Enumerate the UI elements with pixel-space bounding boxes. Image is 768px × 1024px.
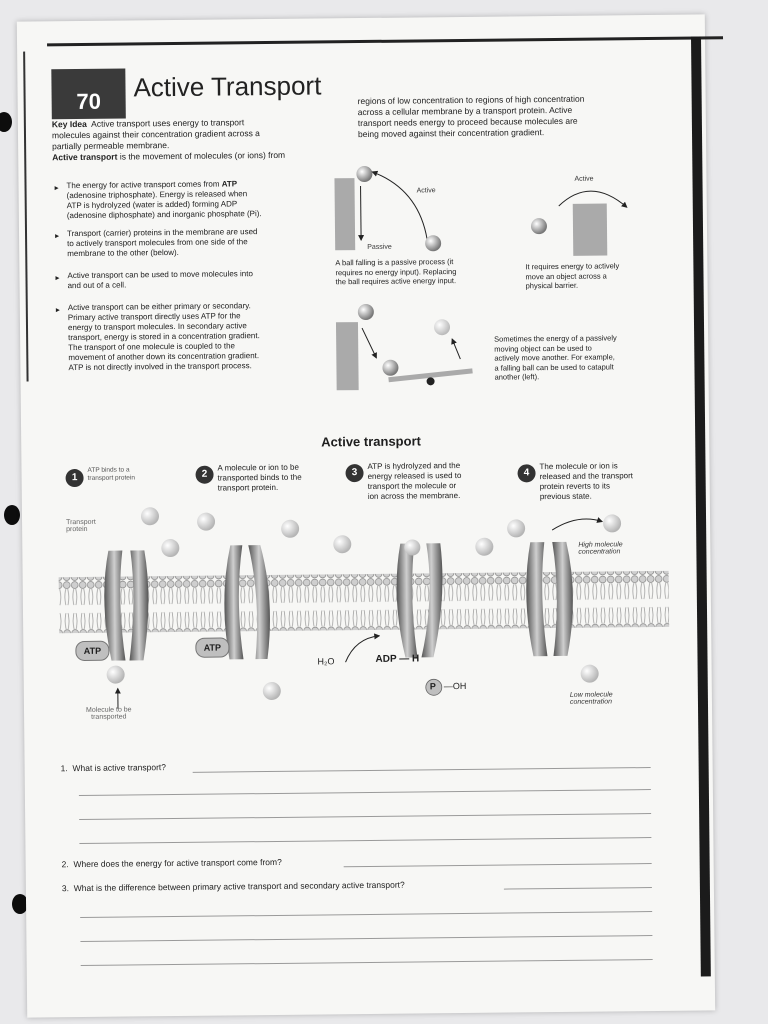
answer-line-2a[interactable] <box>344 863 652 867</box>
bullet-4-line-6: movement of another down its concentration gradient. <box>68 351 260 363</box>
question-3-number: 3. <box>61 883 70 894</box>
molecule-5 <box>333 535 351 553</box>
worksheet-page <box>17 14 715 1017</box>
label-high-line-1: High molecule <box>578 541 623 549</box>
question-2-number: 2. <box>61 859 69 870</box>
bullet-4-line-4: transport, energy is stored in a concentration gradient. <box>68 331 260 343</box>
step-1-line-2: transport protein <box>87 474 135 482</box>
label-active-2: Active <box>574 175 594 183</box>
bullet-4-line-1: Active transport can be either primary or secondary. <box>67 301 251 313</box>
key-idea-line-2: molecules against their concentration gradient across a <box>51 128 260 141</box>
bullet-marker-1: ▸ <box>54 183 59 193</box>
molecule-12 <box>581 665 599 683</box>
bullet-2-line-1: Transport (carrier) proteins in the membrane are used <box>66 227 258 239</box>
bullet-4-line-5: The transport of one molecule is coupled to the <box>68 341 236 353</box>
question-1-text: What is active transport? <box>72 762 167 774</box>
question-3 <box>62 880 405 894</box>
label-high-concentration <box>578 541 623 555</box>
bullet-1-line-3: ATP is hydrolyzed (water is added) forming ADP <box>66 199 238 211</box>
bullet-marker-4: ▸ <box>55 305 60 315</box>
answer-line-1d[interactable] <box>79 837 651 844</box>
question-1 <box>61 762 166 773</box>
punch-hole-2 <box>4 505 20 525</box>
key-idea-line-3: partially permeable membrane. <box>52 140 170 152</box>
label-transport-protein-line-2: protein <box>66 525 88 534</box>
caption-1-line-1: A ball falling is a passive process (it <box>335 257 454 268</box>
step-2-badge: 2 <box>195 466 213 484</box>
step-4-line-3: protein reverts to its <box>539 481 610 492</box>
question-1-number: 1. <box>60 763 68 774</box>
atp-label-2: ATP <box>195 637 229 657</box>
membrane-diagram <box>17 14 713 781</box>
molecule-7 <box>507 519 525 537</box>
bullet-2-line-2: to actively transport molecules from one side of the <box>67 237 248 249</box>
step-4-badge: 4 <box>517 464 535 482</box>
bullet-marker-3: ▸ <box>55 273 60 283</box>
label-transport-protein <box>66 519 96 533</box>
step-1-badge: 1 <box>65 469 83 487</box>
bullet-1-line-4: (adenosine diphosphate) and inorganic phosphate (Pi). <box>66 209 262 221</box>
molecule-1 <box>141 507 159 525</box>
bullet-3-line-1: Active transport can be used to move molecules into <box>67 269 253 281</box>
phosphate-label: P <box>429 681 436 692</box>
intro-line-3: transport needs energy to proceed because molecules are <box>357 115 578 129</box>
step-3-line-4: ion across the membrane. <box>367 491 461 501</box>
release-arrow <box>552 519 602 530</box>
water-label: H₂O <box>317 656 335 667</box>
answer-line-3c[interactable] <box>80 935 652 942</box>
caption-2-line-2: move an object across a <box>525 270 607 281</box>
step-2-line-3: transport protein. <box>217 482 279 493</box>
bullet-4-line-3: energy to transport molecules. In secondary active <box>67 321 247 333</box>
bullet-4-line-7: ATP is not directly involved in the transport process. <box>68 361 252 373</box>
caption-3-line-1: Sometimes the energy of a passively <box>494 333 617 344</box>
section-heading: Active transport <box>321 433 421 450</box>
question-3-text: What is the difference between primary active transport and secondary active transport? <box>73 879 405 894</box>
step-3-line-1: ATP is hydrolyzed and the <box>367 461 461 471</box>
label-molecule <box>86 706 132 720</box>
caption-1-line-2: requires no energy input). Replacing <box>335 266 457 277</box>
definition-term: Active transport <box>52 151 118 163</box>
answer-line-1c[interactable] <box>79 813 651 820</box>
page-title: Active Transport <box>133 70 322 103</box>
label-high-line-2: concentration <box>578 548 621 556</box>
intro-line-4: being moved against their concentration gradient. <box>357 127 545 140</box>
bullet-1-line-2: (adenosine triphosphate). Energy is released when <box>66 189 248 201</box>
answer-line-3a[interactable] <box>504 887 652 890</box>
punch-hole-1 <box>0 112 12 132</box>
step-2-line-1: A molecule or ion to be <box>217 462 299 473</box>
bullet-marker-2: ▸ <box>55 231 60 241</box>
key-idea-line-1: Active transport uses energy to transport <box>91 117 245 129</box>
bullet-4-line-2: Primary active transport directly uses ATP for the <box>67 311 241 323</box>
molecule-2 <box>197 513 215 531</box>
caption-3-line-5: another (left). <box>494 372 540 382</box>
answer-line-1b[interactable] <box>79 789 651 796</box>
step-4-line-2: released and the transport <box>539 471 634 482</box>
step-3-badge: 3 <box>345 464 363 482</box>
bullet-1-line-1: The energy for active transport comes from <box>66 179 220 191</box>
caption-2-line-1: It requires energy to actively <box>525 261 620 272</box>
step-1-line-1: ATP binds to a <box>87 466 130 474</box>
molecule-8 <box>603 514 621 532</box>
definition-text: is the movement of molecules (or ions) from <box>119 149 286 162</box>
label-molecule-line-2: transported <box>91 713 127 721</box>
question-2-text: Where does the energy for active transport come from? <box>73 856 282 870</box>
step-3-line-3: transport the molecule or <box>367 481 457 491</box>
caption-3-line-2: moving object can be used to <box>494 343 592 354</box>
bullet-1-bold: ATP <box>221 179 238 189</box>
caption-3-line-4: a falling ball can be used to catapult <box>494 361 614 373</box>
step-3-line-2: energy released is used to <box>367 470 462 481</box>
atp-label-1: ATP <box>75 641 109 661</box>
molecule-6 <box>475 538 493 556</box>
key-idea-label: Key Idea <box>51 118 87 130</box>
molecule-3 <box>161 539 179 557</box>
label-transport-protein-line-1: Transport <box>66 518 96 527</box>
hydroxyl-label: —OH <box>443 680 467 692</box>
label-molecule-line-1: Molecule to be <box>85 706 132 714</box>
label-low-line-2: concentration <box>569 698 613 706</box>
caption-3-line-3: actively move another. For example, <box>494 352 615 363</box>
label-active-1: Active <box>416 187 436 195</box>
label-passive: Passive <box>367 243 392 251</box>
molecule-11 <box>263 682 281 700</box>
label-low-line-1: Low molecule <box>569 691 613 699</box>
caption-1-line-3: the ball requires active energy input. <box>335 276 457 287</box>
step-4-line-4: previous state. <box>539 491 592 502</box>
step-2-line-2: transported binds to the <box>217 472 302 483</box>
answer-line-3b[interactable] <box>80 911 652 918</box>
molecule-10 <box>107 666 125 684</box>
label-low-concentration <box>570 691 613 705</box>
adp-label: ADP — H <box>375 653 420 665</box>
bullet-3-line-2: and out of a cell. <box>67 280 127 291</box>
step-4-line-1: The molecule or ion is <box>539 461 618 472</box>
intro-line-2: across a cellular membrane by a transport protein. Active <box>357 104 573 118</box>
bullet-2-line-3: membrane to the other (below). <box>67 247 179 259</box>
activity-number: 70 <box>51 68 126 119</box>
molecule-4 <box>281 520 299 538</box>
hydrolysis-arrow <box>345 636 379 662</box>
intro-line-1: regions of low concentration to regions of high concentration <box>357 93 585 107</box>
question-2 <box>62 857 282 869</box>
answer-line-3d[interactable] <box>81 959 653 966</box>
caption-2-line-3: physical barrier. <box>525 280 579 291</box>
lipid-bilayer <box>59 571 670 633</box>
